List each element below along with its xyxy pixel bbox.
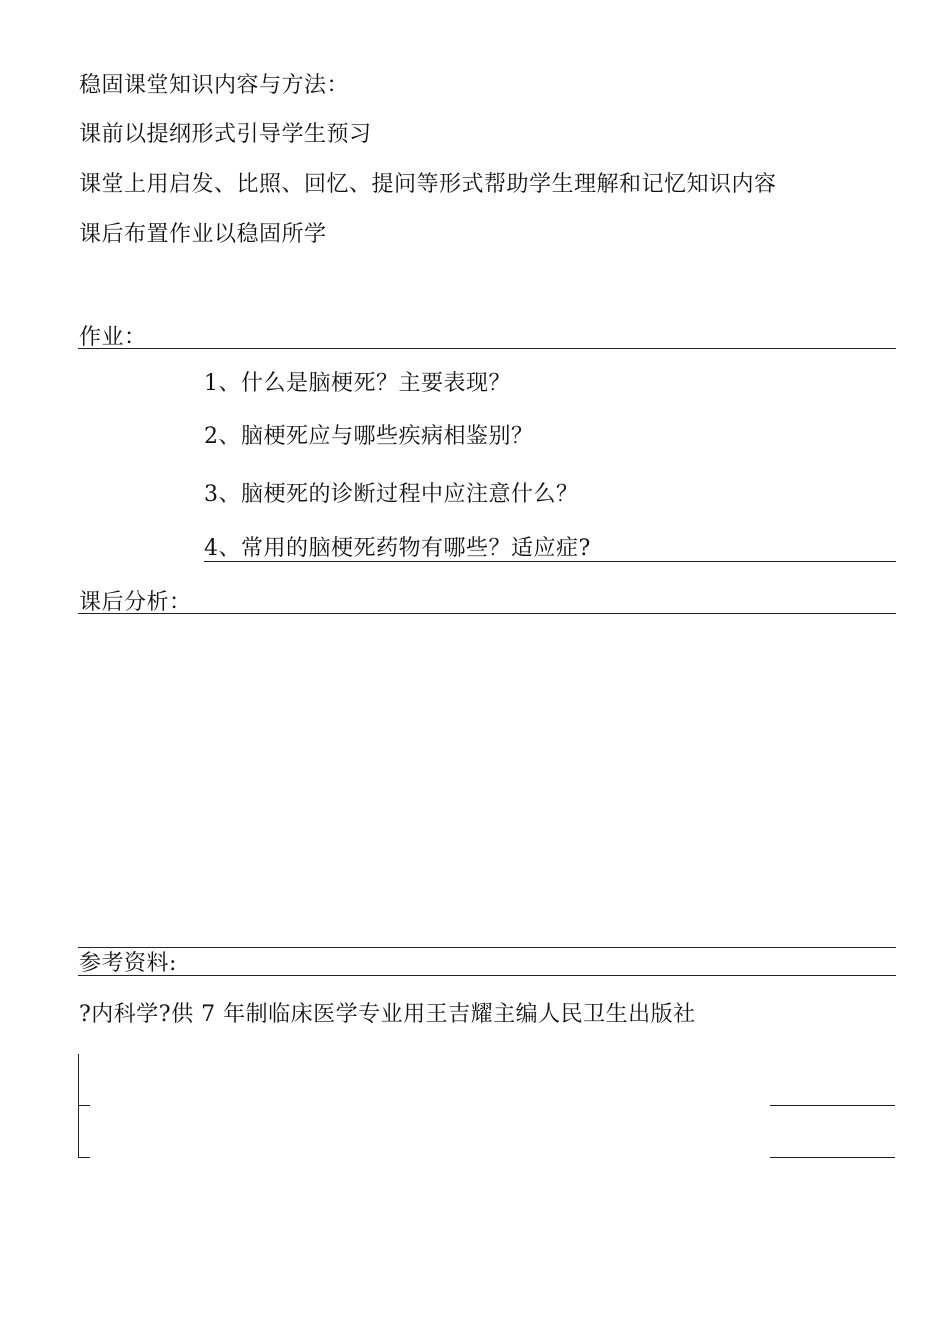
reference-book: ?内科学?供 7 年制临床医学专业用王吉耀主编人民卫生出版社	[79, 1002, 696, 1027]
table-left-tick-middle	[78, 1105, 90, 1106]
table-right-rule-bottom	[770, 1157, 895, 1158]
table-left-border	[78, 1054, 79, 1158]
homework-item-1: 1、什么是脑梗死？主要表现？	[204, 371, 511, 396]
table-left-tick-bottom	[78, 1157, 90, 1158]
homework-item-3: 3、脑梗死的诊断过程中应注意什么？	[204, 482, 579, 507]
homework-item-2: 2、脑梗死应与哪些疾病相鉴别？	[204, 424, 534, 449]
analysis-underline	[78, 613, 896, 614]
analysis-heading: 课后分析：	[79, 590, 192, 615]
homework-item-4-underline	[204, 561, 896, 562]
methods-heading: 稳固课堂知识内容与方法：	[79, 73, 350, 98]
references-top-rule	[78, 947, 896, 948]
method-line-classroom: 课堂上用启发、比照、回忆、提问等形式帮助学生理解和记忆知识内容	[79, 172, 777, 197]
homework-heading: 作业：	[79, 325, 147, 350]
homework-item-4: 4、常用的脑梗死药物有哪些？适应症?	[204, 536, 591, 561]
method-line-homework: 课后布置作业以稳固所学	[79, 222, 327, 247]
references-underline	[78, 975, 896, 976]
method-line-preview: 课前以提纲形式引导学生预习	[79, 122, 372, 147]
table-right-rule-middle	[770, 1105, 895, 1106]
references-heading: 参考资料:	[79, 951, 177, 976]
homework-underline	[78, 348, 896, 349]
